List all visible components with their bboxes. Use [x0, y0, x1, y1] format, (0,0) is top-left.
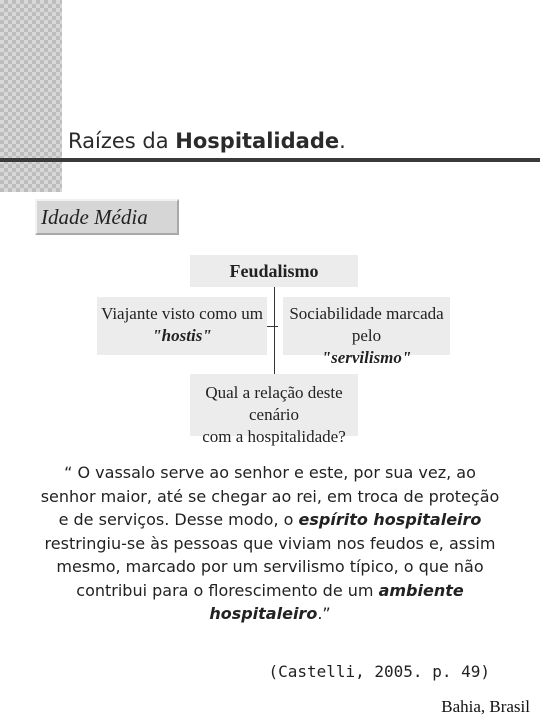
diagram-right-box: [283, 297, 450, 367]
diagram-question-box: [190, 374, 358, 446]
quote-emphasis-2: ambiente hospitaleiro: [209, 580, 464, 623]
title-divider-line: [0, 158, 540, 162]
page-title: [68, 128, 346, 154]
diagram-left-box: [97, 297, 267, 355]
footer-location: Bahia, Brasil: [441, 697, 530, 716]
left-box-line1: Viajante visto como um: [101, 304, 263, 323]
quote-text-2: restringiu-se às pessoas que viviam nos feudos e, assim mesmo, marcado por um servilismo típico, o que não contribui para o florescimento de um: [44, 533, 496, 600]
right-box-line2: "servilismo": [321, 348, 412, 367]
quote-text-3: .”: [317, 604, 331, 623]
diagram-connector-vertical: [274, 287, 275, 374]
quote-citation: (Castelli, 2005. p. 49): [268, 662, 490, 681]
quote-text-1: “ O vassalo serve ao senhor e este, por sua vez, ao senhor maior, até se chegar ao rei, em troca de proteção e de serviços. Desse modo, o: [40, 463, 500, 529]
left-box-line2: "hostis": [152, 326, 212, 345]
title-bold-text: Hospitalidade: [175, 129, 340, 153]
title-normal-text: Raízes da: [68, 129, 176, 153]
quote-paragraph: [40, 461, 500, 626]
decorative-sidebar-pattern: [0, 0, 62, 192]
quote-emphasis-1: espírito hospitaleiro: [298, 510, 482, 529]
diagram-top-box: Feudalismo: [190, 255, 358, 287]
section-label: Idade Média: [35, 199, 179, 235]
question-line1: Qual a relação deste cenário: [205, 383, 343, 424]
right-box-line1: Sociabilidade marcada pelo: [289, 304, 444, 345]
question-line2: com a hospitalidade?: [202, 427, 346, 446]
title-end-text: .: [339, 129, 346, 153]
